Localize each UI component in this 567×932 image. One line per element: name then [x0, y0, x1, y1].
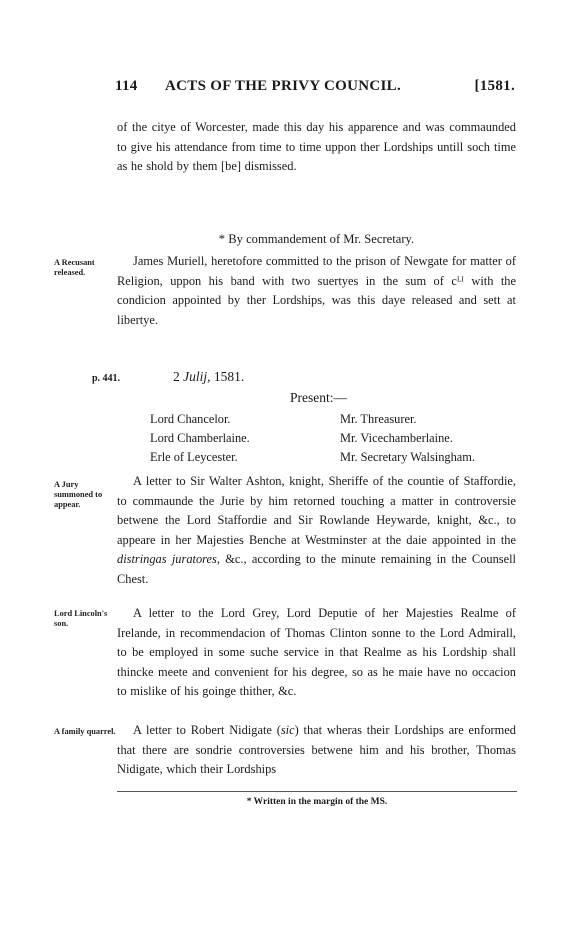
lincoln-paragraph: A letter to the Lord Grey, Lord Deputie of her Majesties Realme of Irelande, in recommendacion of Thomas Clinton sonne to the Lord Admirall, to be employed in some suche service in that Realme as his Lordship shall thincke meete and convenient for his degree, so as he maie have no occacion to mislike of his goinge thither, &c. — [117, 606, 516, 698]
margin-note-lincoln: Lord Lincoln's son. — [54, 609, 108, 628]
running-title: ACTS OF THE PRIVY COUNCIL. — [165, 78, 402, 94]
attendee-row: Lord Chancelor. Mr. Threasurer. — [150, 412, 417, 426]
jury-paragraph: A letter to Sir Walter Ashton, knight, Sheriffe of the countie of Staffordie, to commaunde the Jurie by him retorned touching a matter in controversie betwene the Lord Staffordie and Sir Rowlande Heywarde, knight, &c., to appeare in her Majesties Benche at Westminster at the daie appointed in the distringas juratores, &c., according to the minute remaining in the Counsell Chest. — [117, 474, 516, 586]
margin-note-recusant: A Recusant released. — [54, 258, 95, 277]
attendee-row: Lord Chamberlaine. Mr. Vicechamberlaine. — [150, 431, 453, 445]
attendee-row: Erle of Leycester. Mr. Secretary Walsingham. — [150, 450, 476, 464]
intro-paragraph: of the citye of Worcester, made this day his apparence and was commaunded to give his attendance from time to time uppon ther Lordships untill soch time as he shold by them [be] dismissed. — [117, 120, 516, 173]
recusant-paragraph: James Muriell, heretofore committed to the prison of Newgate for matter of Religion, uppon his band with two suertyes in the sum of cᴸᴵ with the condicion appointed by ther Lordships, was this daye released and sett at libertye. — [117, 254, 516, 327]
present-label: Present:— — [290, 390, 347, 405]
commandment-heading: * By commandement of Mr. Secretary. — [218, 232, 415, 246]
header-year: [1581. — [474, 78, 515, 94]
footnote-rule — [117, 791, 517, 792]
attendees-list — [150, 410, 520, 467]
margin-note-jury: A Jury summoned to appear. — [54, 480, 103, 509]
family-paragraph: A letter to Robert Nidigate (sic) that wheras their Lordships are enformed that there are sondrie controversies betwene him and his brother, Thomas Nidigate, which their Lordships — [117, 723, 516, 776]
footnote: * Written in the margin of the MS. — [246, 797, 388, 807]
page-number: 114 — [115, 78, 138, 94]
meeting-date: 2 Julij, 1581. — [173, 369, 245, 384]
page-reference: p. 441. — [92, 373, 121, 384]
margin-note-family: A family quarrel. — [54, 727, 116, 736]
